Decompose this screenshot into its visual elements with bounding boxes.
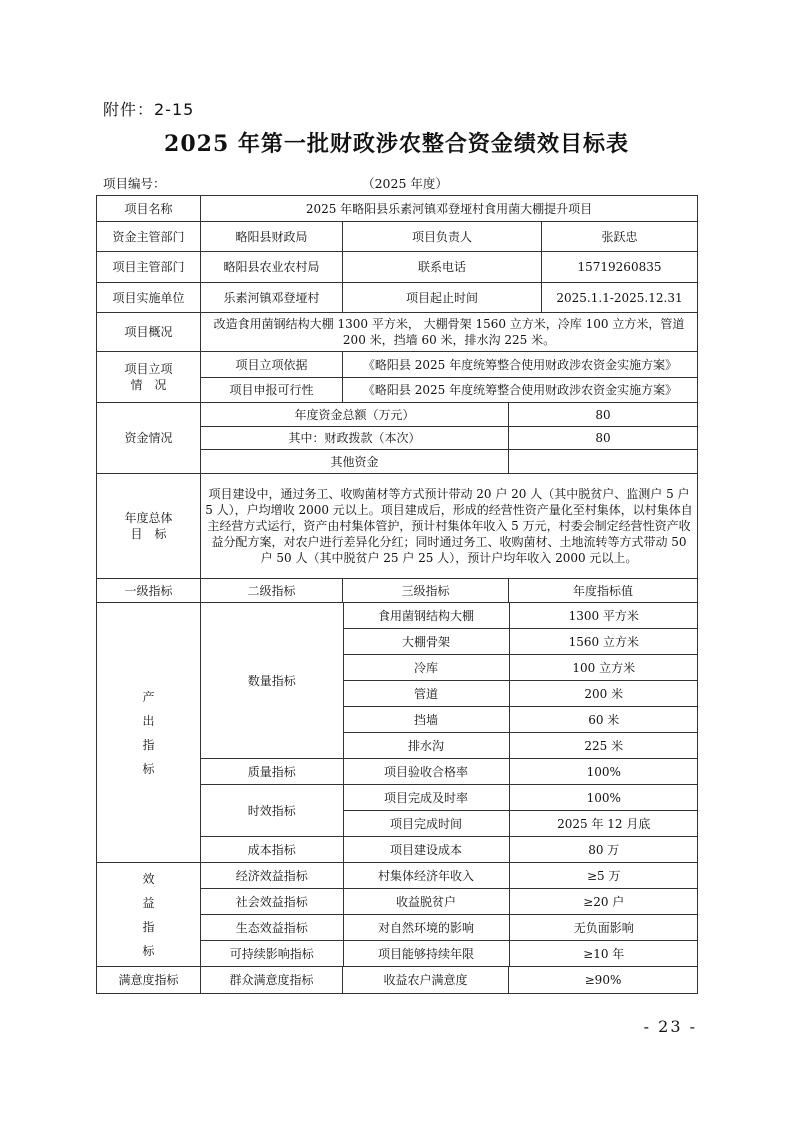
project-dept-value: 略阳县农业农村局	[201, 252, 343, 283]
indicator-value: 100 立方米	[509, 655, 698, 681]
benefit-char: 标	[142, 943, 155, 958]
basis-label: 项目立项依据	[201, 352, 343, 378]
indicator-value: 100%	[509, 785, 698, 811]
goal-label-line2: 目 标	[130, 527, 167, 541]
funds-fiscal-value: 80	[509, 427, 698, 450]
indicator-value: 1560 立方米	[509, 629, 698, 655]
indicator-value: ≥20 户	[509, 889, 698, 915]
output-indicator-label	[97, 603, 201, 863]
overview-label: 项目概况	[97, 313, 201, 352]
time-label: 时效指标	[201, 785, 343, 837]
page-number: - 23 -	[643, 1017, 697, 1036]
funds-total-value: 80	[509, 403, 698, 427]
feasibility-value: 《略阳县 2025 年度统筹整合使用财政涉农资金实施方案》	[343, 378, 698, 403]
indicator-name: 冷库	[343, 655, 509, 681]
basis-value: 《略阳县 2025 年度统筹整合使用财政涉农资金实施方案》	[343, 352, 698, 378]
header-level3: 三级指标	[343, 579, 509, 603]
output-indicators	[201, 603, 698, 863]
impl-unit-label: 项目实施单位	[97, 283, 201, 313]
project-name-label: 项目名称	[97, 196, 201, 222]
benefit-indicator-label	[97, 863, 201, 967]
phone-value: 15719260835	[542, 252, 698, 283]
header-level2: 二级指标	[201, 579, 343, 603]
indicator-name: 村集体经济年收入	[343, 863, 509, 889]
indicator-name: 食用菌钢结构大棚	[343, 603, 509, 629]
indicator-name: 对自然环境的影响	[343, 915, 509, 941]
benefit-level2: 可持续影响指标	[201, 941, 343, 967]
benefit-char: 益	[142, 895, 155, 910]
funds-fiscal-label: 其中：财政拨款（本次）	[201, 427, 509, 450]
indicator-value: 80 万	[509, 837, 698, 863]
leader-label: 项目负责人	[343, 222, 542, 252]
benefit-level2: 经济效益指标	[201, 863, 343, 889]
project-name-value: 2025 年略阳县乐素河镇邓登垭村食用菌大棚提升项目	[201, 196, 698, 222]
satisfaction-label: 满意度指标	[97, 967, 201, 994]
indicator-name: 挡墙	[343, 707, 509, 733]
period-value: 2025.1.1-2025.12.31	[542, 283, 698, 313]
indicator-name: 项目能够持续年限	[343, 941, 509, 967]
output-char: 产	[142, 689, 155, 704]
indicator-name: 收益脱贫户	[343, 889, 509, 915]
indicator-name: 项目验收合格率	[343, 759, 509, 785]
indicator-value: ≥10 年	[509, 941, 698, 967]
impl-unit-value: 乐素河镇邓登垭村	[201, 283, 343, 313]
benefit-level2: 社会效益指标	[201, 889, 343, 915]
goal-label-line1: 年度总体	[124, 511, 173, 525]
indicator-name: 排水沟	[343, 733, 509, 759]
indicator-value: ≥5 万	[509, 863, 698, 889]
indicator-value: 225 米	[509, 733, 698, 759]
quality-label: 质量指标	[201, 759, 343, 785]
funds-other-value	[509, 450, 698, 474]
cost-label: 成本指标	[201, 837, 343, 863]
indicator-value: ≥90%	[509, 967, 698, 994]
indicator-value: 200 米	[509, 681, 698, 707]
period-label: 项目起止时间	[343, 283, 542, 313]
goal-text: 项目建设中，通过务工、收购菌材等方式预计带动 20 户 20 人（其中脱贫户、监测户 5 户 5 人），户均增收 2000 元以上。项目建成后，形成的经营性资产量化至村集体，以村集体自主经营方式运行，资产由村集体管护，预计村集体年收入 5 万元，村委会制定经营性资产收益分配方案，对农户进行差异化分红；同时通过务工、收购菌材、土地流转等方式带动 50 户 50 人（其中脱贫户 25 户 25 人），预计户均年收入 2000 元以上。	[201, 474, 698, 579]
leader-value: 张跃忠	[542, 222, 698, 252]
indicator-name: 项目建设成本	[343, 837, 509, 863]
performance-table	[96, 195, 698, 994]
phone-label: 联系电话	[343, 252, 542, 283]
funds-other-label: 其他资金	[201, 450, 509, 474]
project-number-label: 项目编号：	[103, 176, 166, 191]
fund-dept-value: 略阳县财政局	[201, 222, 343, 252]
indicator-value: 60 米	[509, 707, 698, 733]
benefit-indicators	[201, 863, 698, 967]
output-char: 出	[142, 713, 155, 728]
benefit-level2: 生态效益指标	[201, 915, 343, 941]
project-dept-label: 项目主管部门	[97, 252, 201, 283]
funds-label: 资金情况	[97, 403, 201, 474]
page-title: 2025 年第一批财政涉农整合资金绩效目标表	[164, 131, 629, 157]
attachment-label: 附件：2-15	[103, 100, 195, 119]
output-char: 标	[142, 761, 155, 776]
indicator-name: 管道	[343, 681, 509, 707]
indicator-value: 100%	[509, 759, 698, 785]
approval-label-line1: 项目立项	[124, 362, 173, 376]
indicator-name: 大棚骨架	[343, 629, 509, 655]
goal-label	[97, 474, 201, 579]
fund-dept-label: 资金主管部门	[97, 222, 201, 252]
approval-label-line2: 情 况	[130, 378, 167, 392]
header-level1: 一级指标	[97, 579, 201, 603]
indicator-value: 2025 年 12 月底	[509, 811, 698, 837]
year-label: （2025 年度）	[362, 176, 448, 191]
indicator-value: 无负面影响	[509, 915, 698, 941]
quantity-label: 数量指标	[201, 603, 343, 759]
benefit-char: 效	[142, 871, 155, 886]
indicator-name: 收益农户满意度	[343, 967, 509, 994]
indicator-value: 1300 平方米	[509, 603, 698, 629]
satisfaction-level2: 群众满意度指标	[201, 967, 343, 994]
funds-total-label: 年度资金总额（万元）	[201, 403, 509, 427]
output-char: 指	[142, 737, 155, 752]
feasibility-label: 项目申报可行性	[201, 378, 343, 403]
indicator-name: 项目完成及时率	[343, 785, 509, 811]
benefit-char: 指	[142, 919, 155, 934]
overview-value: 改造食用菌钢结构大棚 1300 平方米， 大棚骨架 1560 立方米，冷库 100 立方米，管道 200 米，挡墙 60 米，排水沟 225 米。	[201, 313, 698, 352]
indicator-name: 项目完成时间	[343, 811, 509, 837]
approval-label	[97, 352, 201, 403]
header-value: 年度指标值	[509, 579, 698, 603]
